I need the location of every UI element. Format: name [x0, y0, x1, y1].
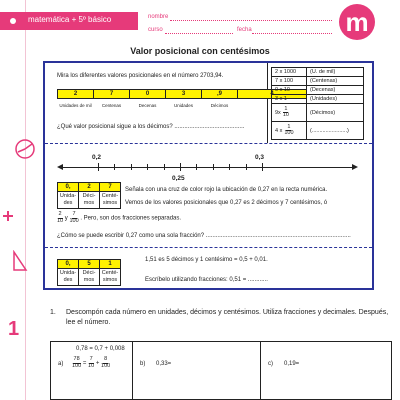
place-value-digits: [57, 89, 306, 99]
exercise-number: 1.: [50, 309, 56, 316]
triangle-ruler-icon: [12, 250, 28, 272]
fraction-denominator: 100: [69, 217, 79, 224]
divider-1: [45, 143, 372, 144]
fraction-numerator: 78: [73, 356, 80, 362]
fraction-seven-hundredths: [69, 212, 78, 224]
subject-band: [0, 12, 138, 30]
equals-sign: =: [82, 360, 87, 367]
table-right-cell: (Unidades): [306, 94, 364, 104]
table-left-cell: 7 x 100: [271, 76, 307, 86]
exercise-c-text[interactable]: 0,19=: [284, 361, 300, 367]
numberline-tick: [213, 164, 214, 170]
fraction-tenth: [283, 107, 289, 119]
table-left-cell: 3 x 1: [271, 94, 307, 104]
fraction-8-hundredths: [101, 357, 110, 369]
date-label: fecha: [237, 27, 252, 33]
digit-cell: 7: [99, 182, 121, 192]
date-line[interactable]: [252, 33, 332, 34]
digit-cell: 5: [78, 259, 100, 269]
table-right-cell: (U. de mil): [306, 67, 364, 77]
name-line[interactable]: [170, 20, 332, 21]
exercise-c-label: c): [268, 361, 273, 367]
fraction-hundredth: [284, 125, 293, 137]
fraction-denominator: 10: [282, 112, 289, 118]
table-right-cell-blank[interactable]: (.......................): [306, 121, 364, 140]
fraction-denominator: 10: [88, 362, 95, 369]
fraction-78-hundredths: [72, 357, 81, 369]
fraction-numerator: 7: [72, 211, 76, 217]
exercise-a-line1: 0,78 = 0,7 + 0,008: [76, 346, 125, 352]
numberline-tick: [114, 164, 115, 170]
numberline-label-mid: 0,25: [172, 175, 185, 182]
table-right-cell: (Decenas): [306, 85, 364, 95]
numberline-tick: [98, 163, 99, 171]
digit-cell: 2: [57, 89, 94, 99]
exercise-b-label: b): [140, 361, 146, 367]
fraction-denominator: 10: [57, 217, 64, 224]
separate-fractions-text: . Pero, son dos fracciones separadas.: [80, 215, 182, 222]
single-fraction-question: ¿Cómo se puede escribir 0,27 como una sola fracción? .......................................................................................: [57, 233, 351, 239]
page-number: 1: [8, 318, 20, 340]
digit-cell: 1: [99, 259, 121, 269]
digit-cell: 0,: [57, 182, 79, 192]
table-right-cell: (Centenas): [306, 76, 364, 86]
place-table-051-labels: [57, 268, 120, 286]
digit-cell: 4: [237, 89, 307, 99]
numberline-tick: [147, 164, 148, 170]
table-left-cell: [271, 121, 307, 140]
fraction-denominator: 100: [284, 130, 294, 136]
fraction-numerator: 1: [287, 123, 291, 130]
instruction-mark: Señala con una cruz de color rojo la ubicación de 0,27 en la recta numérica.: [125, 187, 328, 193]
place-label: Unida-des: [57, 268, 79, 286]
arrow-left-icon: [57, 164, 63, 170]
logo: [339, 4, 375, 40]
fraction-7-tenths: [88, 357, 94, 369]
page-title: Valor posicional con centésimos: [130, 46, 270, 56]
times-four: 4 x: [275, 127, 283, 134]
place-label: Déci-mos: [78, 191, 100, 209]
decomposition-statement: 1,51 es 5 décimos y 1 centésimo = 0,5 + 0,01.: [145, 257, 268, 263]
fraction-numerator: 2: [58, 211, 62, 217]
fraction-numerator: 8: [104, 356, 108, 362]
logo-letter: m: [345, 7, 369, 37]
place-label: Centé-simos: [99, 191, 121, 209]
exercise-col-divider: [260, 341, 261, 400]
table-left-cell: [271, 103, 307, 122]
arrow-right-icon: [352, 164, 358, 170]
fraction-denominator: 100: [101, 362, 111, 369]
exercise-b-text[interactable]: 0,33=: [156, 361, 172, 367]
exercise-a-label: a): [58, 361, 64, 367]
number-line[interactable]: [62, 167, 352, 168]
subject-label: matemática + 5º básico: [28, 15, 112, 24]
place-label: Centenas: [101, 103, 122, 108]
fraction-numerator: 1: [284, 105, 288, 112]
fraction-two-tenths: [57, 212, 63, 224]
numberline-label-left: 0,2: [92, 154, 102, 161]
divider-2: [45, 247, 372, 248]
name-label: nombre: [148, 14, 169, 20]
place-label: Unidades de mil: [59, 103, 92, 108]
course-label: curso: [148, 27, 163, 33]
numberline-tick: [196, 164, 197, 170]
place-value-explanation: Vemos de los valores posicionales que 0,27 es 2 décimos y 7 centésimos, ó: [125, 200, 328, 206]
exercise-col-divider: [132, 341, 133, 400]
table-left-cell: 0 x 10: [271, 85, 307, 95]
numberline-tick: [229, 164, 230, 170]
numberline-tick: [180, 163, 181, 171]
course-line[interactable]: [165, 33, 233, 34]
bullet-dot: [10, 18, 16, 24]
digit-cell: 7: [93, 89, 130, 99]
digit-cell: 0,: [57, 259, 79, 269]
place-label: Déci-mos: [78, 268, 100, 286]
protractor-icon: [14, 138, 36, 160]
plus-sign: +: [95, 360, 100, 367]
digit-cell: ,9: [201, 89, 238, 99]
numberline-label-right: 0,3: [255, 154, 265, 161]
fraction-writing-prompt: Escríbelo utilizando fracciones: 0,51 = ............: [145, 277, 268, 283]
numberline-tick: [246, 164, 247, 170]
fraction-denominator: 100: [72, 362, 82, 369]
numberline-tick: [131, 164, 132, 170]
place-label: Decenas: [138, 103, 157, 108]
place-label: Décimos: [210, 103, 229, 108]
digit-cell: 2: [78, 182, 100, 192]
exercise-a-fractions: [72, 357, 110, 369]
place-label: Unida-des: [57, 191, 79, 209]
digit-cell: 0: [129, 89, 166, 99]
digit-cell: 3: [165, 89, 202, 99]
section1-prompt: Mira los diferentes valores posicionales en el número 2703,94.: [57, 73, 224, 79]
numberline-tick: [164, 164, 165, 170]
place-table-027-labels: [57, 191, 120, 209]
separate-fractions-line: [57, 212, 181, 224]
numberline-tick: [262, 163, 263, 171]
margin-rule: [25, 0, 26, 400]
plus-icon: [2, 210, 14, 222]
fraction-numerator: 7: [89, 356, 93, 362]
times-nine: 9x: [275, 109, 281, 116]
section1-question: ¿Qué valor posicional sigue a los décimos? ..........................................: [57, 124, 245, 130]
table-right-cell: (Décimos): [306, 103, 364, 122]
join-word: y: [64, 215, 68, 222]
place-label: Centé-simos: [99, 268, 121, 286]
table-left-cell: 2 x 1000: [271, 67, 307, 77]
exercise-instructions: Descompón cada número en unidades, décimos y centésimos. Utiliza fracciones y decimales. Después, lee el número.: [66, 309, 389, 326]
place-value-labels: [57, 101, 306, 110]
place-label: Unidades: [173, 103, 193, 108]
